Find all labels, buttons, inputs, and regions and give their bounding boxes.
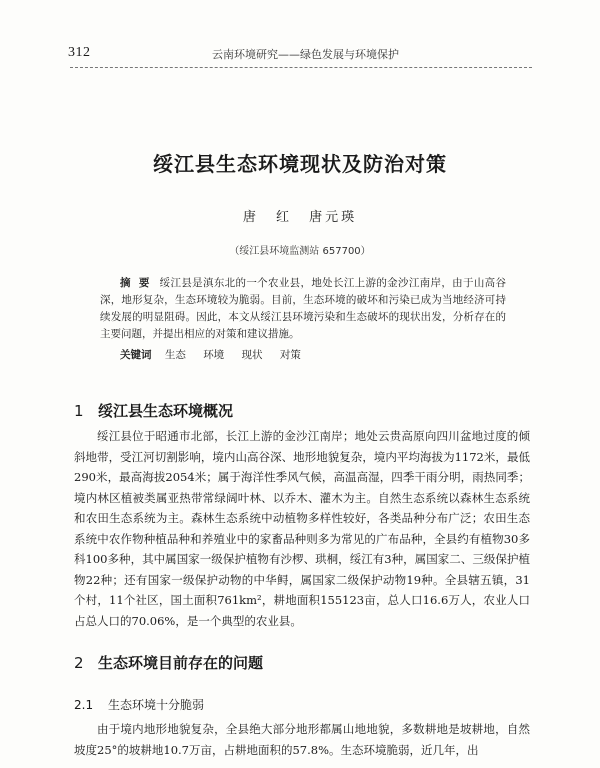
- keyword: 环境: [203, 349, 225, 361]
- subsection-title: 生态环境十分脆弱: [108, 698, 205, 712]
- abstract: [100, 275, 506, 343]
- section-title: 生态环境目前存在的问题: [98, 654, 264, 672]
- keywords: [120, 347, 510, 362]
- affiliation: （绥江县环境监测站 657700）: [229, 246, 371, 257]
- keyword: 现状: [241, 349, 263, 361]
- subsection-2-1-paragraph: 由于境内地形地貌复杂，全县绝大部分地形都属山地地貌，多数耕地是坡耕地，自然坡度25°的坡耕地10.7万亩，占耕地面积的57.8%。生态环境脆弱，近几年，出: [74, 722, 530, 757]
- section-heading-2: [74, 652, 263, 673]
- running-title: 云南环境研究——绿色发展与环境保护: [212, 48, 399, 61]
- keyword: 生态: [164, 349, 186, 361]
- subsection-heading-2-1: [74, 696, 204, 713]
- subsection-number: 2.1: [74, 698, 94, 712]
- keyword: 对策: [279, 349, 301, 361]
- section-1-paragraph: 绥江县位于昭通市北部，长江上游的金沙江南岸；地处云贵高原向四川盆地过度的倾斜地带，受江河切割影响，境内山高谷深、地形地貌复杂，境内平均海拔为1172米，最低290米，最高海拔2054米；属于海洋性季风气候，高温高湿，四季干雨分明，雨热同季；境内林区植被类属亚热带常绿阔叶林、以乔木、灌木为主。自然生态系统以森林生态系统和农田生态系统为主。森林生态系统中动植物多样性较好，各类品种分布广泛；农田生态系统中农作物种植品种和养殖业中的家畜品种则多为常见的广布品种，全县约有植物30多科100多种，其中属国家一级保护植物有沙椤、珙桐，绥江有3种，属国家二、三级保护植物22种；还有国家一级保护动物的中华鲟，属国家二级保护动物19种。全县辖五镇，31个村，11个社区，国土面积761km²，耕地面积155123亩，总人口16.6万人，农业人口占总人口的70.06%，是一个典型的农业县。: [74, 429, 530, 628]
- header-rule: [70, 67, 532, 68]
- abstract-label: 摘 要: [120, 277, 152, 289]
- page-number: 312: [68, 45, 91, 60]
- section-title: 绥江县生态环境概况: [98, 402, 234, 420]
- section-heading-1: [74, 400, 233, 421]
- section-number: 2: [74, 654, 84, 672]
- keywords-label: 关键词: [120, 349, 152, 361]
- section-number: 1: [74, 402, 84, 420]
- article-title: 绥江县生态环境现状及防治对策: [153, 152, 447, 176]
- abstract-text: 绥江县是滇东北的一个农业县，地处长江上游的金沙江南岸，由于山高谷深，地形复杂，生态环境较为脆弱。目前，生态环境的破坏和污染已成为当地经济可持续发展的明显阻碍。因此，本文从绥江县环境污染和生态破坏的现状出发，分析存在的主要问题，并提出相应的对策和建议措施。: [100, 277, 507, 340]
- authors: 唐 红 唐元瑛: [242, 210, 358, 225]
